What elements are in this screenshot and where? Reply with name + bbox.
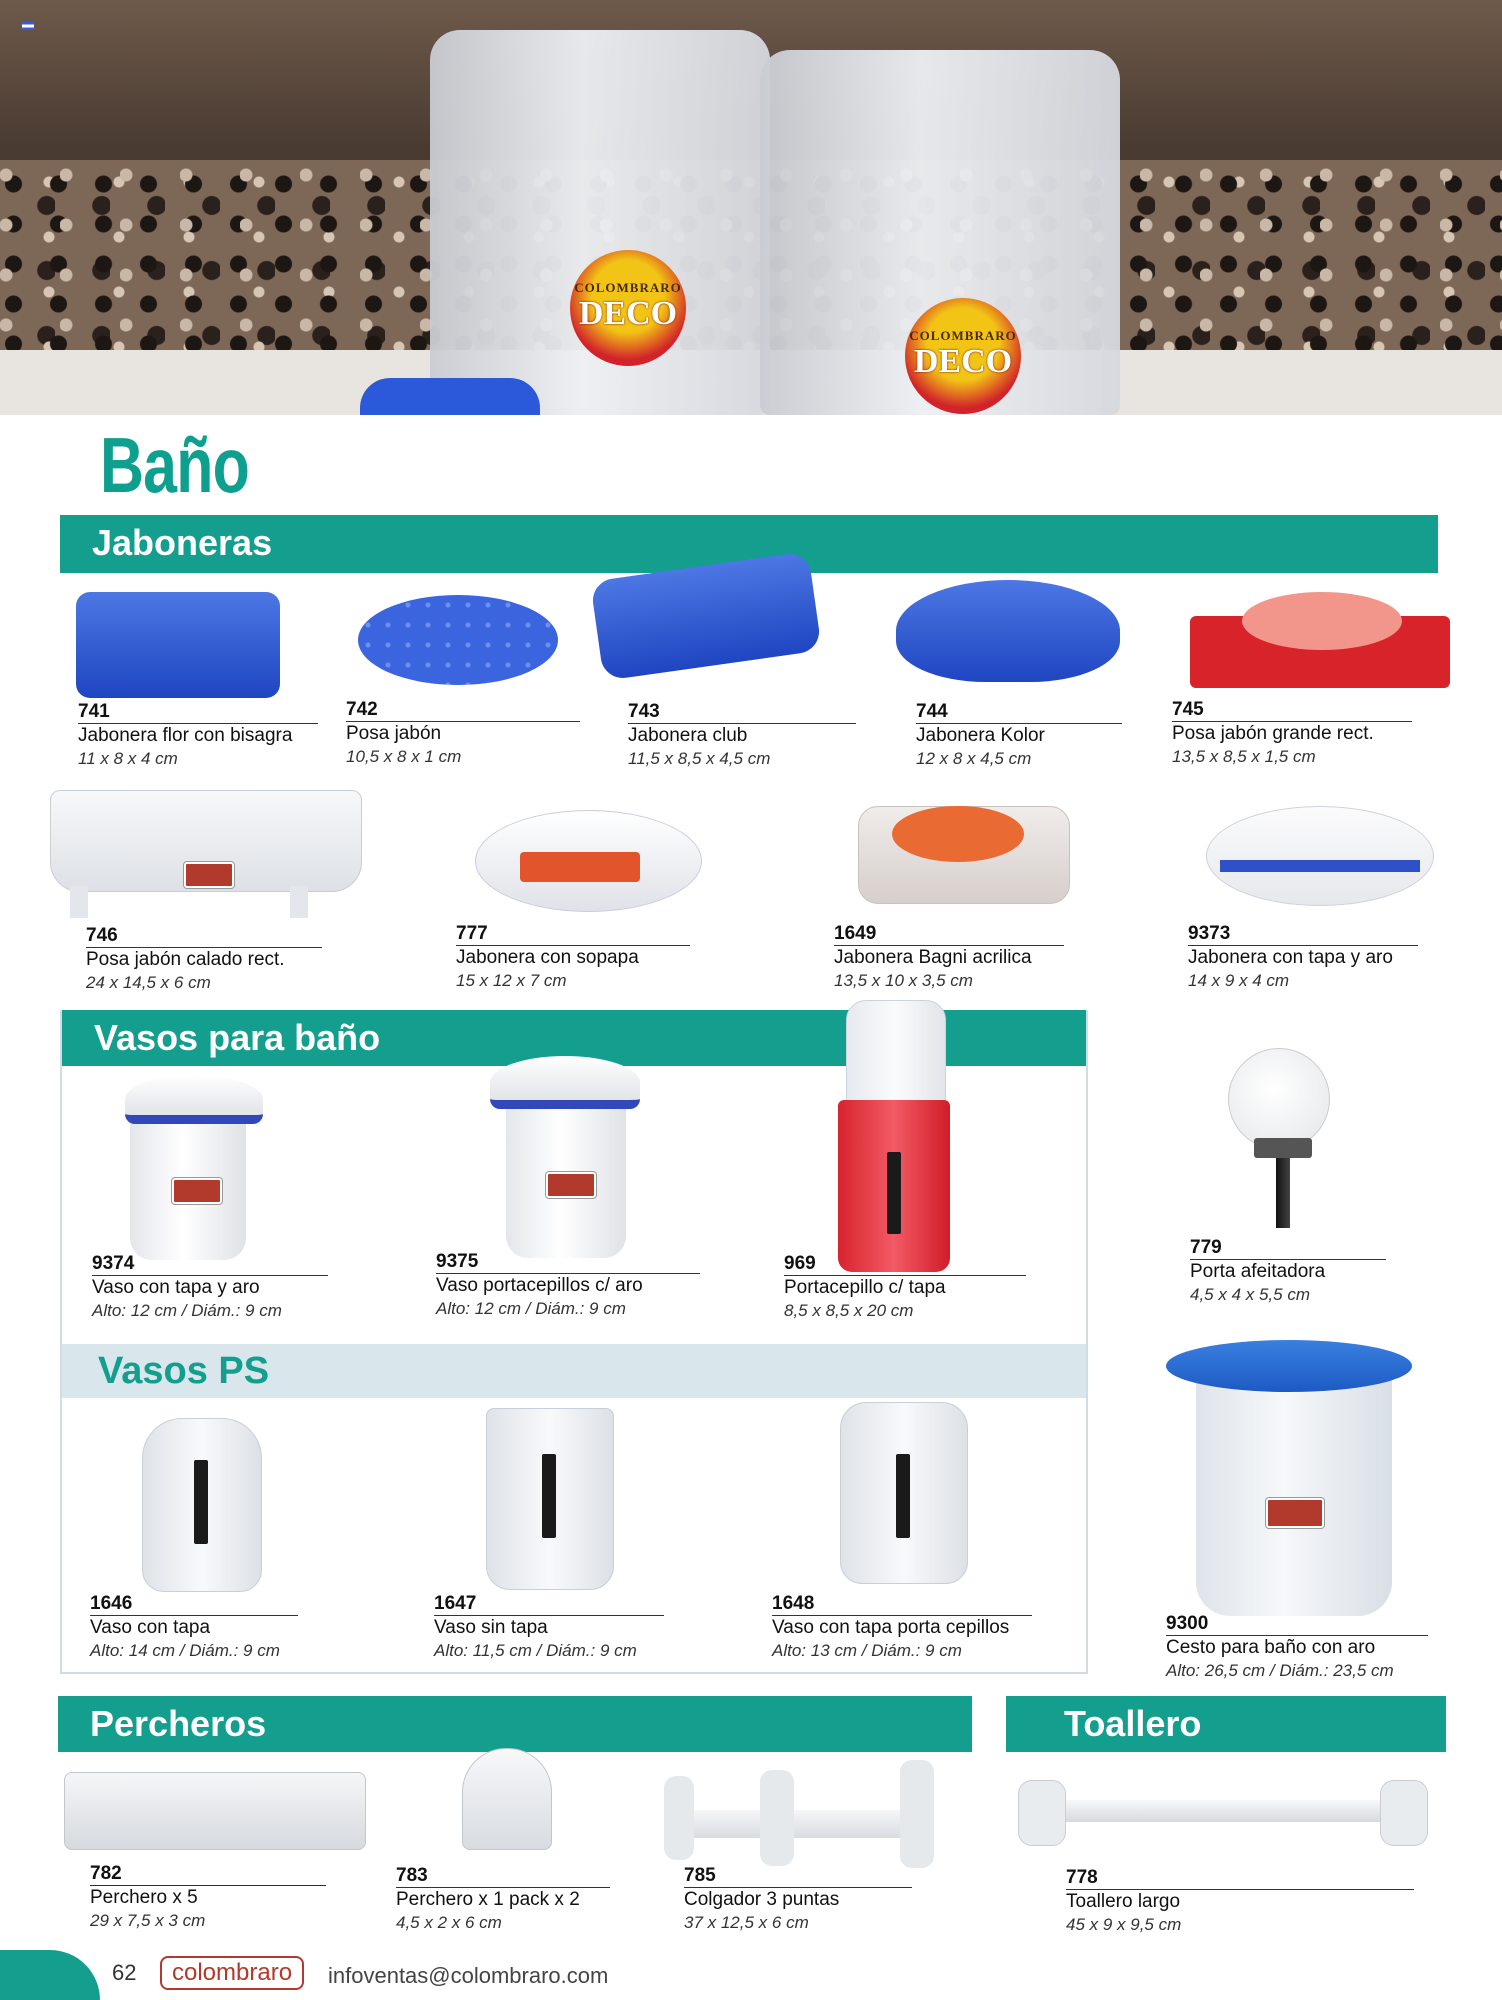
colombraro-logo bbox=[184, 862, 234, 888]
page-number: 62 bbox=[112, 1960, 137, 1985]
product-image-969-lid bbox=[846, 1000, 946, 1112]
soap-bar bbox=[520, 852, 640, 882]
section-bar-percheros: Percheros bbox=[58, 1696, 972, 1752]
product-742: 742 Posa jabón 10,5 x 8 x 1 cm bbox=[346, 700, 580, 768]
product-785: 785 Colgador 3 puntas 37 x 12,5 x 6 cm bbox=[684, 1866, 912, 1934]
product-745: 745 Posa jabón grande rect. 13,5 x 8,5 x 1,5 cm bbox=[1172, 700, 1412, 768]
product-746: 746 Posa jabón calado rect. 24 x 14,5 x 6 cm bbox=[86, 926, 322, 994]
vertical-label bbox=[887, 1152, 901, 1234]
product-741: 741 Jabonera flor con bisagra 11 x 8 x 4 cm bbox=[78, 702, 318, 770]
colombraro-logo bbox=[1266, 1498, 1324, 1528]
product-1647: 1647 Vaso sin tapa Alto: 11,5 cm / Diám.: 9 cm bbox=[434, 1594, 664, 1662]
tray-foot-left bbox=[70, 886, 88, 918]
product-9300: 9300 Cesto para baño con aro Alto: 26,5 cm / Diám.: 23,5 cm bbox=[1166, 1614, 1428, 1682]
product-969: 969 Portacepillo c/ tapa 8,5 x 8,5 x 20 cm bbox=[784, 1254, 1026, 1322]
hook-middle bbox=[760, 1770, 794, 1866]
product-9375: 9375 Vaso portacepillos c/ aro Alto: 12 cm / Diám.: 9 cm bbox=[436, 1252, 700, 1320]
product-782: 782 Perchero x 5 29 x 7,5 x 3 cm bbox=[90, 1864, 326, 1932]
hero-badge-left: COLOMBRARO DECO bbox=[570, 250, 686, 366]
hero-badge-right: COLOMBRARO DECO bbox=[905, 298, 1021, 414]
hero-photo bbox=[0, 0, 1502, 415]
hero-blue-item bbox=[360, 378, 540, 415]
product-image-778 bbox=[1030, 1800, 1410, 1822]
soap-bar bbox=[892, 806, 1024, 862]
flag-icon bbox=[22, 22, 34, 30]
towel-bar-end-right bbox=[1380, 1780, 1428, 1846]
cup-lid-blue-ring bbox=[125, 1075, 263, 1124]
hook-left bbox=[664, 1776, 694, 1860]
section-bar-vasos-bano: Vasos para baño bbox=[62, 1010, 1086, 1066]
colombraro-logo bbox=[172, 1178, 222, 1204]
blue-ring bbox=[1220, 860, 1420, 872]
tray-foot-right bbox=[290, 886, 308, 918]
towel-bar-end-left bbox=[1018, 1780, 1066, 1846]
product-image-782 bbox=[64, 1772, 366, 1850]
product-1646: 1646 Vaso con tapa Alto: 14 cm / Diám.: 9 cm bbox=[90, 1594, 298, 1662]
brand-logo: colombraro bbox=[160, 1956, 304, 1990]
product-image-744 bbox=[896, 580, 1120, 682]
razor-head bbox=[1254, 1138, 1312, 1158]
section-bar-jaboneras: Jaboneras bbox=[60, 515, 1438, 573]
product-image-779 bbox=[1228, 1048, 1330, 1150]
product-1649: 1649 Jabonera Bagni acrilica 13,5 x 10 x 3,5 cm bbox=[834, 924, 1064, 992]
vertical-label bbox=[194, 1460, 208, 1544]
product-744: 744 Jabonera Kolor 12 x 8 x 4,5 cm bbox=[916, 702, 1122, 770]
razor-handle bbox=[1276, 1158, 1290, 1228]
cup-lid-blue-ring bbox=[490, 1056, 640, 1109]
product-9374: 9374 Vaso con tapa y aro Alto: 12 cm / Diám.: 9 cm bbox=[92, 1254, 328, 1322]
product-779: 779 Porta afeitadora 4,5 x 4 x 5,5 cm bbox=[1190, 1238, 1386, 1306]
page-title: Baño bbox=[100, 421, 249, 509]
hook-right bbox=[900, 1760, 934, 1868]
vertical-label bbox=[896, 1454, 910, 1538]
colombraro-logo bbox=[546, 1172, 596, 1198]
product-783: 783 Perchero x 1 pack x 2 4,5 x 2 x 6 cm bbox=[396, 1866, 610, 1934]
basket-blue-ring bbox=[1166, 1340, 1412, 1392]
product-image-9300 bbox=[1196, 1366, 1392, 1616]
product-1648: 1648 Vaso con tapa porta cepillos Alto: 13 cm / Diám.: 9 cm bbox=[772, 1594, 1032, 1662]
product-image-9373 bbox=[1206, 806, 1434, 906]
contact-email[interactable]: infoventas@colombraro.com bbox=[328, 1963, 609, 1988]
product-image-741 bbox=[76, 592, 280, 698]
product-9373: 9373 Jabonera con tapa y aro 14 x 9 x 4 cm bbox=[1188, 924, 1418, 992]
product-778: 778 Toallero largo 45 x 9 x 9,5 cm bbox=[1066, 1868, 1414, 1936]
section-bar-vasos-ps: Vasos PS bbox=[62, 1344, 1086, 1398]
section-bar-toallero: Toallero bbox=[1006, 1696, 1446, 1752]
soap-bar bbox=[1242, 592, 1402, 650]
product-743: 743 Jabonera club 11,5 x 8,5 x 4,5 cm bbox=[628, 702, 856, 770]
product-777: 777 Jabonera con sopapa 15 x 12 x 7 cm bbox=[456, 924, 690, 992]
product-image-783 bbox=[462, 1748, 552, 1850]
footer-tab bbox=[0, 1950, 100, 2000]
product-image-742 bbox=[358, 595, 558, 685]
vertical-label bbox=[542, 1454, 556, 1538]
product-image-785 bbox=[664, 1810, 932, 1838]
